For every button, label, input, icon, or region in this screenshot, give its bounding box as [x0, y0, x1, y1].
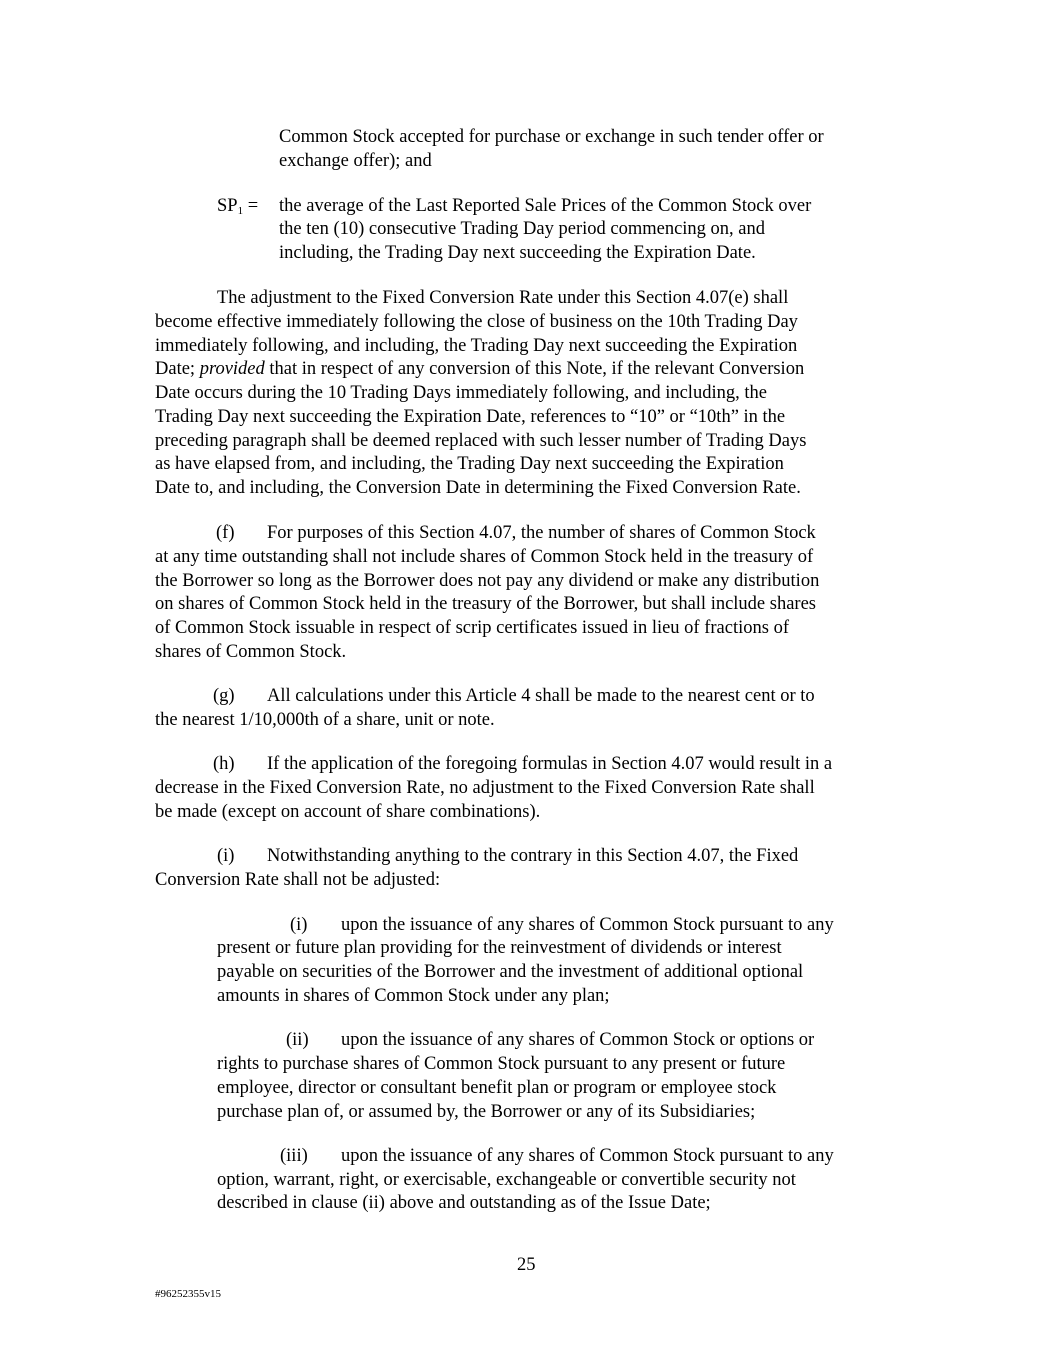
section-h-label: (h) [213, 754, 235, 774]
clause-i-line: upon the issuance of any shares of Common Stock pursuant to any [341, 915, 834, 935]
provided-emphasis: provided [199, 359, 265, 379]
clause-i-line: payable on securities of the Borrower and the investment of additional optional [217, 962, 804, 982]
adjustment-line-provided: Date; provided that in respect of any conversion of this Note, if the relevant Conversion [155, 359, 805, 379]
section-g-label: (g) [213, 686, 235, 706]
clause-ii-label: (ii) [286, 1030, 309, 1050]
section-i-label: (i) [217, 846, 235, 866]
clause-i-line: present or future plan providing for the reinvestment of dividends or interest [217, 938, 782, 958]
sp1-symbol: $SP_1$ = [217, 196, 259, 217]
document-id: #96252355v15 [155, 1288, 221, 1300]
section-f-line: For purposes of this Section 4.07, the number of shares of Common Stock [267, 523, 816, 543]
sp1-definition-line: including, the Trading Day next succeeding the Expiration Date. [279, 243, 756, 263]
clause-ii-line: rights to purchase shares of Common Stock pursuant to any present or future [217, 1054, 786, 1074]
adjustment-line: Date occurs during the 10 Trading Days immediately following, and including, the [155, 383, 767, 403]
clause-iii-line: option, warrant, right, or exercisable, exchangeable or convertible security not [217, 1170, 796, 1190]
adjustment-line: Date to, and including, the Conversion Date in determining the Fixed Conversion Rate. [155, 478, 801, 498]
section-h-line: decrease in the Fixed Conversion Rate, no adjustment to the Fixed Conversion Rate shall [155, 778, 815, 798]
page-number: 25 [517, 1255, 536, 1275]
clause-i-label: (i) [290, 915, 308, 935]
section-f-label: (f) [216, 523, 235, 543]
adjustment-line: The adjustment to the Fixed Conversion Rate under this Section 4.07(e) shall [217, 288, 789, 308]
clause-iii-line: upon the issuance of any shares of Common Stock pursuant to any [341, 1146, 834, 1166]
adjustment-line: immediately following, and including, the Trading Day next succeeding the Expiration [155, 336, 798, 356]
section-g-line: the nearest 1/10,000th of a share, unit or note. [155, 710, 495, 730]
section-h-line: If the application of the foregoing formulas in Section 4.07 would result in a [267, 754, 833, 774]
adjustment-line: Trading Day next succeeding the Expiration Date, references to “10” or “10th” in the [155, 407, 786, 427]
section-f-line: shares of Common Stock. [155, 642, 347, 662]
section-f-line: of Common Stock issuable in respect of scrip certificates issued in lieu of fractions of [155, 618, 789, 638]
clause-i-line: amounts in shares of Common Stock under any plan; [217, 986, 610, 1006]
clause-iii-label: (iii) [280, 1146, 308, 1166]
section-f-line: the Borrower so long as the Borrower does not pay any dividend or make any distribution [155, 571, 820, 591]
clause-iii-line: described in clause (ii) above and outstanding as of the Issue Date; [217, 1193, 711, 1213]
section-i-line: Conversion Rate shall not be adjusted: [155, 870, 441, 890]
sp1-definition-line: the average of the Last Reported Sale Prices of the Common Stock over [279, 196, 812, 216]
adjustment-line: preceding paragraph shall be deemed replaced with such lesser number of Trading Days [155, 431, 807, 451]
section-i-line: Notwithstanding anything to the contrary in this Section 4.07, the Fixed [267, 846, 799, 866]
adjustment-line: become effective immediately following the close of business on the 10th Trading Day [155, 312, 798, 332]
section-h-line: be made (except on account of share combinations). [155, 802, 541, 822]
clause-ii-line: upon the issuance of any shares of Common Stock or options or [341, 1030, 815, 1050]
continuation-line: exchange offer); and [279, 151, 432, 171]
section-f-line: at any time outstanding shall not include shares of Common Stock held in the treasury of [155, 547, 814, 567]
continuation-line: Common Stock accepted for purchase or exchange in such tender offer or [279, 127, 824, 147]
section-f-line: on shares of Common Stock held in the treasury of the Borrower, but shall include shares [155, 594, 817, 614]
clause-ii-line: employee, director or consultant benefit plan or program or employee stock [217, 1078, 777, 1098]
sp1-definition-line: the ten (10) consecutive Trading Day period commencing on, and [279, 219, 766, 239]
adjustment-line: as have elapsed from, and including, the Trading Day next succeeding the Expiration [155, 454, 784, 474]
clause-ii-line: purchase plan of, or assumed by, the Borrower or any of its Subsidiaries; [217, 1102, 756, 1122]
section-g-line: All calculations under this Article 4 shall be made to the nearest cent or to [267, 686, 815, 706]
